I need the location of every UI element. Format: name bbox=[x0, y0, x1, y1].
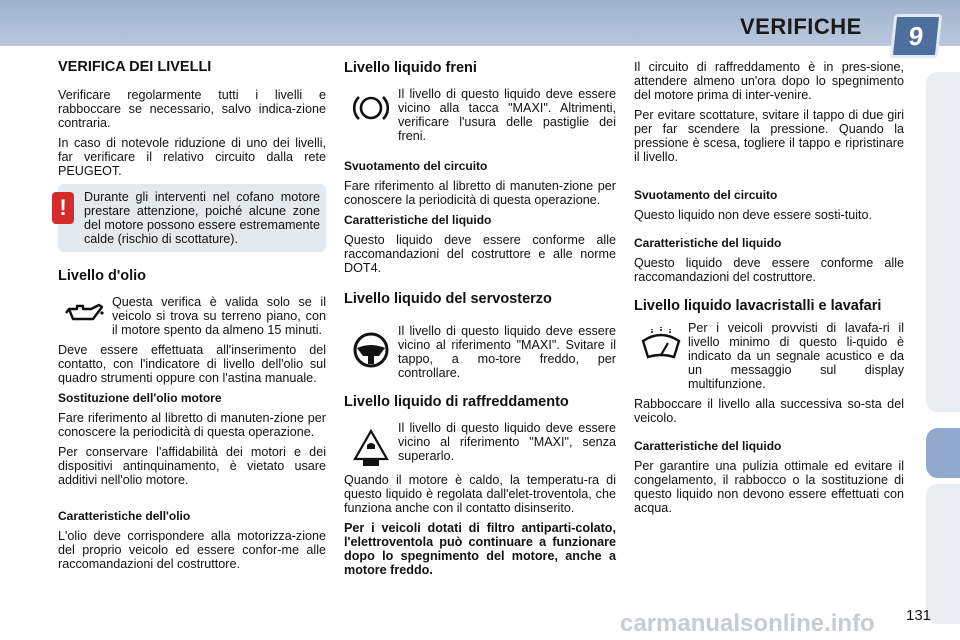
coolant-spec-text: Questo liquido deve essere conforme alle raccomandazioni del costruttore. bbox=[634, 256, 904, 284]
oil-can-icon bbox=[58, 295, 112, 327]
brake-drain-title: Svuotamento del circuito bbox=[344, 159, 488, 173]
warning-box bbox=[58, 184, 326, 252]
washer-spec-title: Caratteristiche del liquido bbox=[634, 439, 782, 453]
column-right bbox=[634, 60, 904, 521]
chapter-badge: 9 bbox=[890, 14, 943, 58]
brake-fluid-title: Livello liquido freni bbox=[344, 60, 477, 76]
brake-spec-text: Questo liquido deve essere conforme alle raccomandazioni del costruttore e alle norme DOT4. bbox=[344, 233, 616, 275]
steering-wheel-icon bbox=[344, 324, 398, 370]
oil-level-text: Deve essere effettuata all'inserimento del contatto, con l'indicatore di livello dell'olio sul quadro strumenti oppure con l'astina manuale. bbox=[58, 343, 326, 385]
side-tab-active[interactable] bbox=[926, 428, 960, 478]
side-tab-upper[interactable] bbox=[926, 72, 960, 412]
brake-fluid-note: Il livello di questo liquido deve essere vicino alla tacca "MAXI". Altrimenti, verificare l'usura delle pastiglie dei freni. bbox=[398, 87, 616, 143]
oil-change-text-1: Fare riferimento al libretto di manuten-zione per conoscere la periodicità di questa operazione. bbox=[58, 411, 326, 439]
side-tab-lower[interactable] bbox=[926, 484, 960, 624]
coolant-drain-title: Svuotamento del circuito bbox=[634, 188, 778, 202]
power-steering-note: Il livello di questo liquido deve essere vicino al riferimento "MAXI". Svitare il tappo, a mo-tore freddo, per controllare. bbox=[398, 324, 616, 380]
coolant-title: Livello liquido di raffreddamento bbox=[344, 394, 569, 410]
coolant-continued-1: Il circuito di raffreddamento è in pres-sione, attendere almeno un'ora dopo lo spegnimento del motore prima di inter-venire. bbox=[634, 60, 904, 102]
intro-paragraph-1: Verificare regolarmente tutti i livelli e rabboccare se necessario, salvo indica-zione contraria. bbox=[58, 88, 326, 130]
brake-warning-icon bbox=[344, 87, 398, 123]
coolant-cap-icon bbox=[344, 421, 398, 467]
page-number: 131 bbox=[906, 607, 932, 624]
power-steering-title: Livello liquido del servosterzo bbox=[344, 291, 552, 307]
coolant-drain-text: Questo liquido non deve essere sosti-tuito. bbox=[634, 208, 873, 222]
coolant-continued-2: Per evitare scottature, svitare il tappo di due giri per far scendere la pressione. Quando la pressione è scesa, togliere il tappo e ripristinare il livello. bbox=[634, 108, 904, 164]
oil-change-title: Sostituzione dell'olio motore bbox=[58, 391, 222, 405]
coolant-warning-bold: Per i veicoli dotati di filtro antiparti-colato, l'elettroventola può continuare a funzionare dopo lo spegnimento del motore, anche a motore freddo. bbox=[344, 521, 616, 577]
brake-fluid-row bbox=[344, 87, 616, 143]
washer-fluid-row bbox=[634, 321, 904, 391]
section-title: VERIFICA DEI LIVELLI bbox=[58, 59, 212, 75]
warning-text: Durante gli interventi nel cofano motore prestare attenzione, poiché alcune zone del motore possono essere estremamente calde (rischio di scottature). bbox=[84, 190, 320, 246]
oil-level-title: Livello d'olio bbox=[58, 268, 147, 284]
washer-fluid-note: Per i veicoli provvisti di lavafa-ri il livello minimo di questo li-quido è indicato da un segnale acustico e da un messaggio sul display multifunzione. bbox=[688, 321, 904, 391]
washer-fluid-title: Livello liquido lavacristalli e lavafari bbox=[634, 298, 882, 314]
coolant-note: Il livello di questo liquido deve essere vicino al riferimento "MAXI", senza superarlo. bbox=[398, 421, 616, 463]
oil-spec-text: L'olio deve corrispondere alla motorizza-zione del proprio veicolo ed essere confor-me alle raccomandazioni del costruttore. bbox=[58, 529, 326, 571]
brake-spec-title: Caratteristiche del liquido bbox=[344, 213, 492, 227]
page-title: VERIFICHE bbox=[740, 14, 862, 39]
oil-change-text-2: Per conservare l'affidabilità dei motori e dei dispositivi antinquinamento, è vietato usare additivi nell'olio motore. bbox=[58, 445, 326, 487]
washer-fluid-text: Rabboccare il livello alla successiva so-sta del veicolo. bbox=[634, 397, 904, 425]
column-left bbox=[58, 60, 326, 577]
windscreen-washer-icon bbox=[634, 321, 688, 361]
coolant-text: Quando il motore è caldo, la temperatu-ra di questo liquido è regolata dall'elet-troventola, che funziona anche con il contatto disinserito. bbox=[344, 473, 616, 515]
oil-spec-title: Caratteristiche dell'olio bbox=[58, 509, 191, 523]
column-middle bbox=[344, 60, 616, 583]
intro-paragraph-2: In caso di notevole riduzione di uno dei livelli, far verificare il relativo circuito dalla rete PEUGEOT. bbox=[58, 136, 326, 178]
coolant-row bbox=[344, 421, 616, 467]
power-steering-row bbox=[344, 324, 616, 380]
coolant-spec-title: Caratteristiche del liquido bbox=[634, 236, 782, 250]
oil-level-row bbox=[58, 295, 326, 337]
washer-spec-text: Per garantire una pulizia ottimale ed evitare il congelamento, il rabbocco o la sostituzione di questo liquido non devono essere effettuati con acqua. bbox=[634, 459, 904, 515]
warning-exclamation-icon: ! bbox=[52, 192, 74, 224]
oil-level-note: Questa verifica è valida solo se il veicolo si trova su terreno piano, con il motore spento da almeno 15 minuti. bbox=[112, 295, 326, 337]
watermark: carmanualsonline.info bbox=[620, 610, 875, 637]
brake-drain-text: Fare riferimento al libretto di manuten-zione per conoscere la periodicità di questa operazione. bbox=[344, 179, 616, 207]
